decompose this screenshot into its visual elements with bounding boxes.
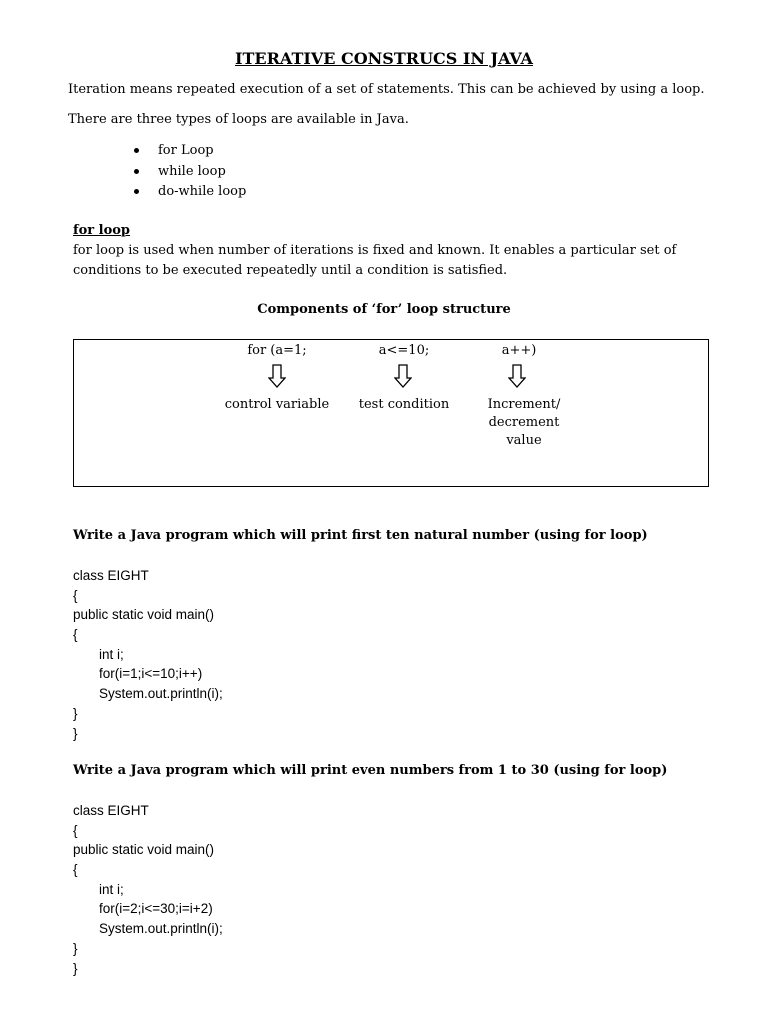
bullet-icon [134, 189, 139, 194]
code-line: } [73, 960, 78, 976]
components-heading: Components of ‘for’ loop structure [257, 302, 511, 317]
diagram-code-init: for (a=1; [247, 343, 307, 358]
code-line: { [73, 822, 78, 838]
down-arrow-icon [268, 364, 286, 388]
code-line: System.out.println(i); [99, 686, 223, 702]
code-line: for(i=2;i<=30;i=i+2) [99, 901, 213, 917]
down-arrow-icon [394, 364, 412, 388]
down-arrow-icon [508, 364, 526, 388]
code-line: class EIGHT [73, 803, 149, 818]
code-line: System.out.println(i); [99, 921, 223, 937]
code-line: } [73, 705, 78, 721]
code-line: for(i=1;i<=10;i++) [99, 666, 203, 682]
intro-paragraph: Iteration means repeated execution of a set of statements. This can be achieved by using a loop. [68, 82, 705, 97]
diagram-label-test-condition: test condition [358, 397, 450, 412]
code-line: public static void main() [73, 842, 215, 858]
program2-code-block [73, 801, 223, 978]
program1-question: Write a Java program which will print first ten natural number (using for loop) [73, 528, 648, 543]
for-loop-description-line1: for loop is used when number of iterations is fixed and known. It enables a particular set of [73, 243, 677, 258]
diagram-code-test: a<=10; [378, 343, 430, 358]
for-loop-description-line2: conditions to be executed repeatedly until a condition is satisfied. [73, 263, 508, 278]
list-item: do-while loop [130, 182, 246, 203]
list-item: for Loop [130, 141, 246, 162]
code-line: } [73, 725, 78, 741]
code-line: { [73, 862, 78, 878]
diagram-label-increment-line3: value [506, 433, 542, 448]
code-line: class EIGHT [73, 568, 149, 583]
loop-types-intro: There are three types of loops are available in Java. [68, 112, 409, 127]
diagram-label-increment-line1: Increment/ [487, 397, 561, 412]
diagram-code-increment: a++) [501, 343, 537, 358]
program2-question: Write a Java program which will print even numbers from 1 to 30 (using for loop) [73, 763, 668, 778]
code-line: public static void main() [73, 607, 215, 623]
code-line: int i; [99, 881, 124, 897]
list-item: while loop [130, 162, 246, 183]
program1-code-block [73, 566, 223, 743]
bullet-icon [134, 169, 139, 174]
diagram-label-increment-line2: decrement [488, 415, 560, 430]
bullet-icon [134, 148, 139, 153]
diagram-label-control-variable: control variable [224, 397, 330, 412]
code-line: { [73, 627, 78, 643]
code-line: int i; [99, 646, 124, 662]
for-loop-heading: for loop [73, 223, 131, 238]
loop-types-list [130, 141, 246, 203]
code-line: } [73, 940, 78, 956]
for-loop-components-diagram [73, 339, 709, 487]
page-title: ITERATIVE CONSTRUCS IN JAVA [235, 49, 533, 68]
code-line: { [73, 587, 78, 603]
